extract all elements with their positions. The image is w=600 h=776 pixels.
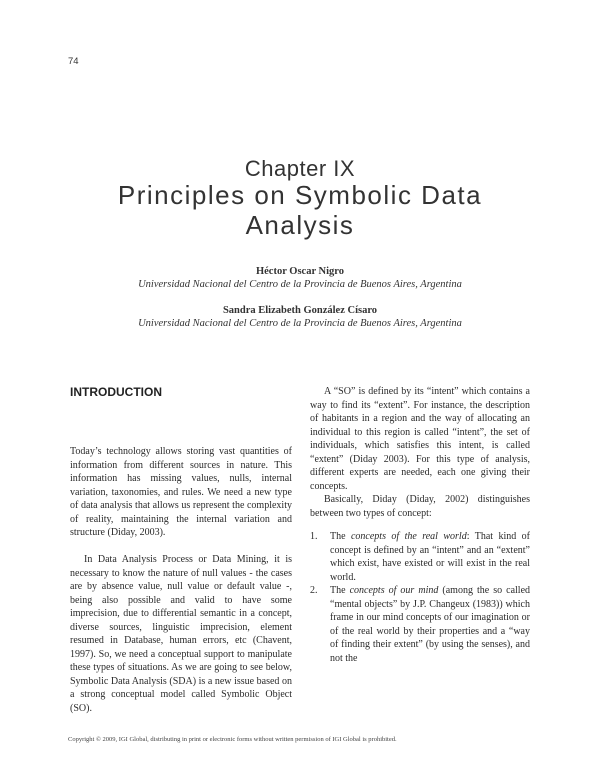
right-paragraph-2: Basically, Diday (Diday, 2002) distinguishes between two types of concept: <box>310 494 530 519</box>
author-affiliation-2: Universidad Nacional del Centro de la Provincia de Buenos Aires, Argentina <box>138 318 462 329</box>
author-name-2: Sandra Elizabeth González Císaro <box>222 305 378 316</box>
list-item-number: 2. <box>310 585 318 596</box>
right-paragraph-1: A “SO” is defined by its “intent” which contains a way to find its “extent”. For instance, the description of habitants in a region and the way of allocating an individual to this region is called “intent”, the set of individuals, which satisfies this intent, is called “extent” (Diday 2003). For this type of analysis, different experts are needed, each one giving their concepts. <box>310 386 530 492</box>
list-item-prefix: The <box>330 585 350 596</box>
list-item <box>310 530 530 584</box>
right-column <box>310 385 530 665</box>
chapter-title <box>0 180 600 240</box>
list-item <box>310 584 530 665</box>
list-item-emphasis: concepts of the real world <box>350 531 467 542</box>
left-paragraph-2: In Data Analysis Process or Data Mining, it is necessary to know the nature of null values - the cases are by absence value, null value or default value -, being also possible and valid to have some imprecision, due to differential semantic in a concept, diverse sources, linguistic imprecision, element resumed in Database, human errors, etc (Chavent, 1997). So, we need a conceptual support to manipulate these types of situations. As we are going to see below, Symbolic Data Analysis (SDA) is a new issue based on a strong conceptual model called Symbolic Object (SO). <box>70 554 292 714</box>
author-name-1: Héctor Oscar Nigro <box>255 266 345 277</box>
list-item-number: 1. <box>310 531 318 542</box>
copyright-notice: Copyright © 2009, IGI Global, distributing in print or electronic forms without written permission of IGI Global is prohibited. <box>68 736 397 743</box>
section-heading: INTRODUCTION <box>70 385 162 399</box>
concept-list <box>310 530 530 665</box>
chapter-title-line-1: Principles on Symbolic Data <box>117 180 483 210</box>
list-item-prefix: The <box>330 531 351 542</box>
chapter-label: Chapter IX <box>244 156 356 181</box>
chapter-title-line-2: Analysis <box>245 210 355 240</box>
left-column <box>70 445 292 715</box>
list-item-emphasis: concepts of our mind <box>349 585 439 596</box>
left-paragraph-1: Today’s technology allows storing vast quantities of information from different sources in nature. This information has missing values, nulls, internal variation, taxonomies, and rules. We need a new type of data analysis that allows us represent the complexity of reality, maintaining the internal variation and structure (Diday, 2003). <box>70 446 292 538</box>
list-item-text: : That kind of concept is defined by an “intent” and an “extent” which exist, have existed or will exist in the real world. <box>330 531 531 583</box>
list-item-text: (among the so called “mental objects” by J.P. Changeux (1983)) which frame in our mind concepts of our imagination or of the real world by their properties and a “way of finding their extent” (by using the senses), and not the <box>330 585 531 664</box>
author-affiliation-1: Universidad Nacional del Centro de la Provincia de Buenos Aires, Argentina <box>138 279 462 290</box>
page-number: 74 <box>68 56 79 67</box>
